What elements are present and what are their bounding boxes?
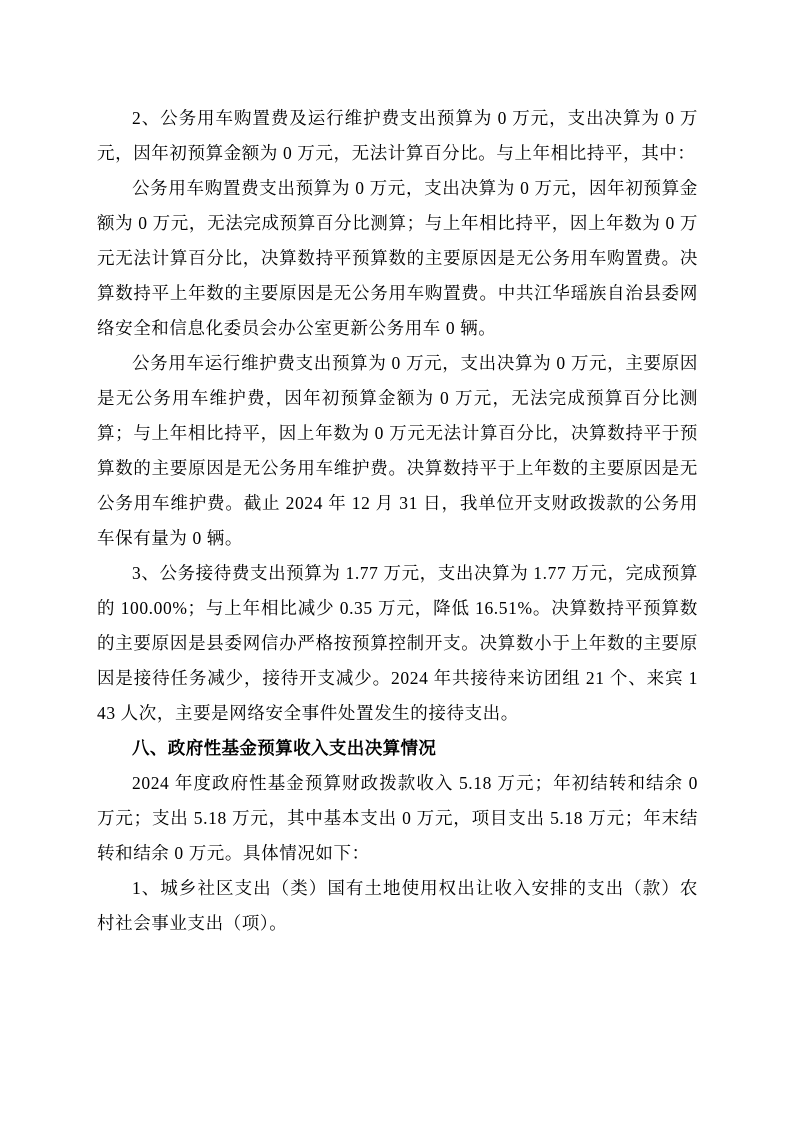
paragraph-official-reception: 3、公务接待费支出预算为 1.77 万元，支出决算为 1.77 万元，完成预算的 100.00%；与上年相比减少 0.35 万元，降低 16.51%。决算数持平预算数的主要原因是县委网信办严格按预算控制开支。决算数小于上年数的主要原因是接待任务减少，接待开支减少。2024 年共接待来访团组 21 个、来宾 143 人次，主要是网络安全事件处置发生的接待支出。 [97, 563, 698, 723]
paragraph-vehicle-total: 2、公务用车购置费及运行维护费支出预算为 0 万元，支出决算为 0 万元，因年初预算金额为 0 万元，无法计算百分比。与上年相比持平，其中： [97, 108, 698, 163]
paragraph-vehicle-purchase: 公务用车购置费支出预算为 0 万元，支出决算为 0 万元，因年初预算金额为 0 万元，无法完成预算百分比测算；与上年相比持平，因上年数为 0 万元无法计算百分比，决算数持平预算数的主要原因是无公务用车购置费。决算数持平上年数的主要原因是无公务用车购置费。中共江华瑶族自治县委网络安全和信息化委员会办公室更新公务用车 0 辆。 [97, 178, 698, 338]
paragraph-fund-item-1: 1、城乡社区支出（类）国有土地使用权出让收入安排的支出（款）农村社会事业支出（项）。 [97, 878, 698, 933]
paragraph-vehicle-maintenance: 公务用车运行维护费支出预算为 0 万元，支出决算为 0 万元，主要原因是无公务用车维护费，因年初预算金额为 0 万元，无法完成预算百分比测算；与上年相比持平，因上年数为 0 万元无法计算百分比，决算数持平于预算数的主要原因是无公务用车维护费。决算数持平于上年数的主要原因是无公务用车维护费。截止 2024 年 12 月 31 日，我单位开支财政拨款的公务用车保有量为 0 辆。 [97, 353, 698, 548]
section-heading-government-fund: 八、政府性基金预算收入支出决算情况 [132, 738, 437, 758]
paragraph-fund-summary: 2024 年度政府性基金预算财政拨款收入 5.18 万元；年初结转和结余 0 万元；支出 5.18 万元，其中基本支出 0 万元，项目支出 5.18 万元；年末结转和结余 0 万元。具体情况如下： [97, 773, 698, 863]
document-body [97, 101, 698, 941]
